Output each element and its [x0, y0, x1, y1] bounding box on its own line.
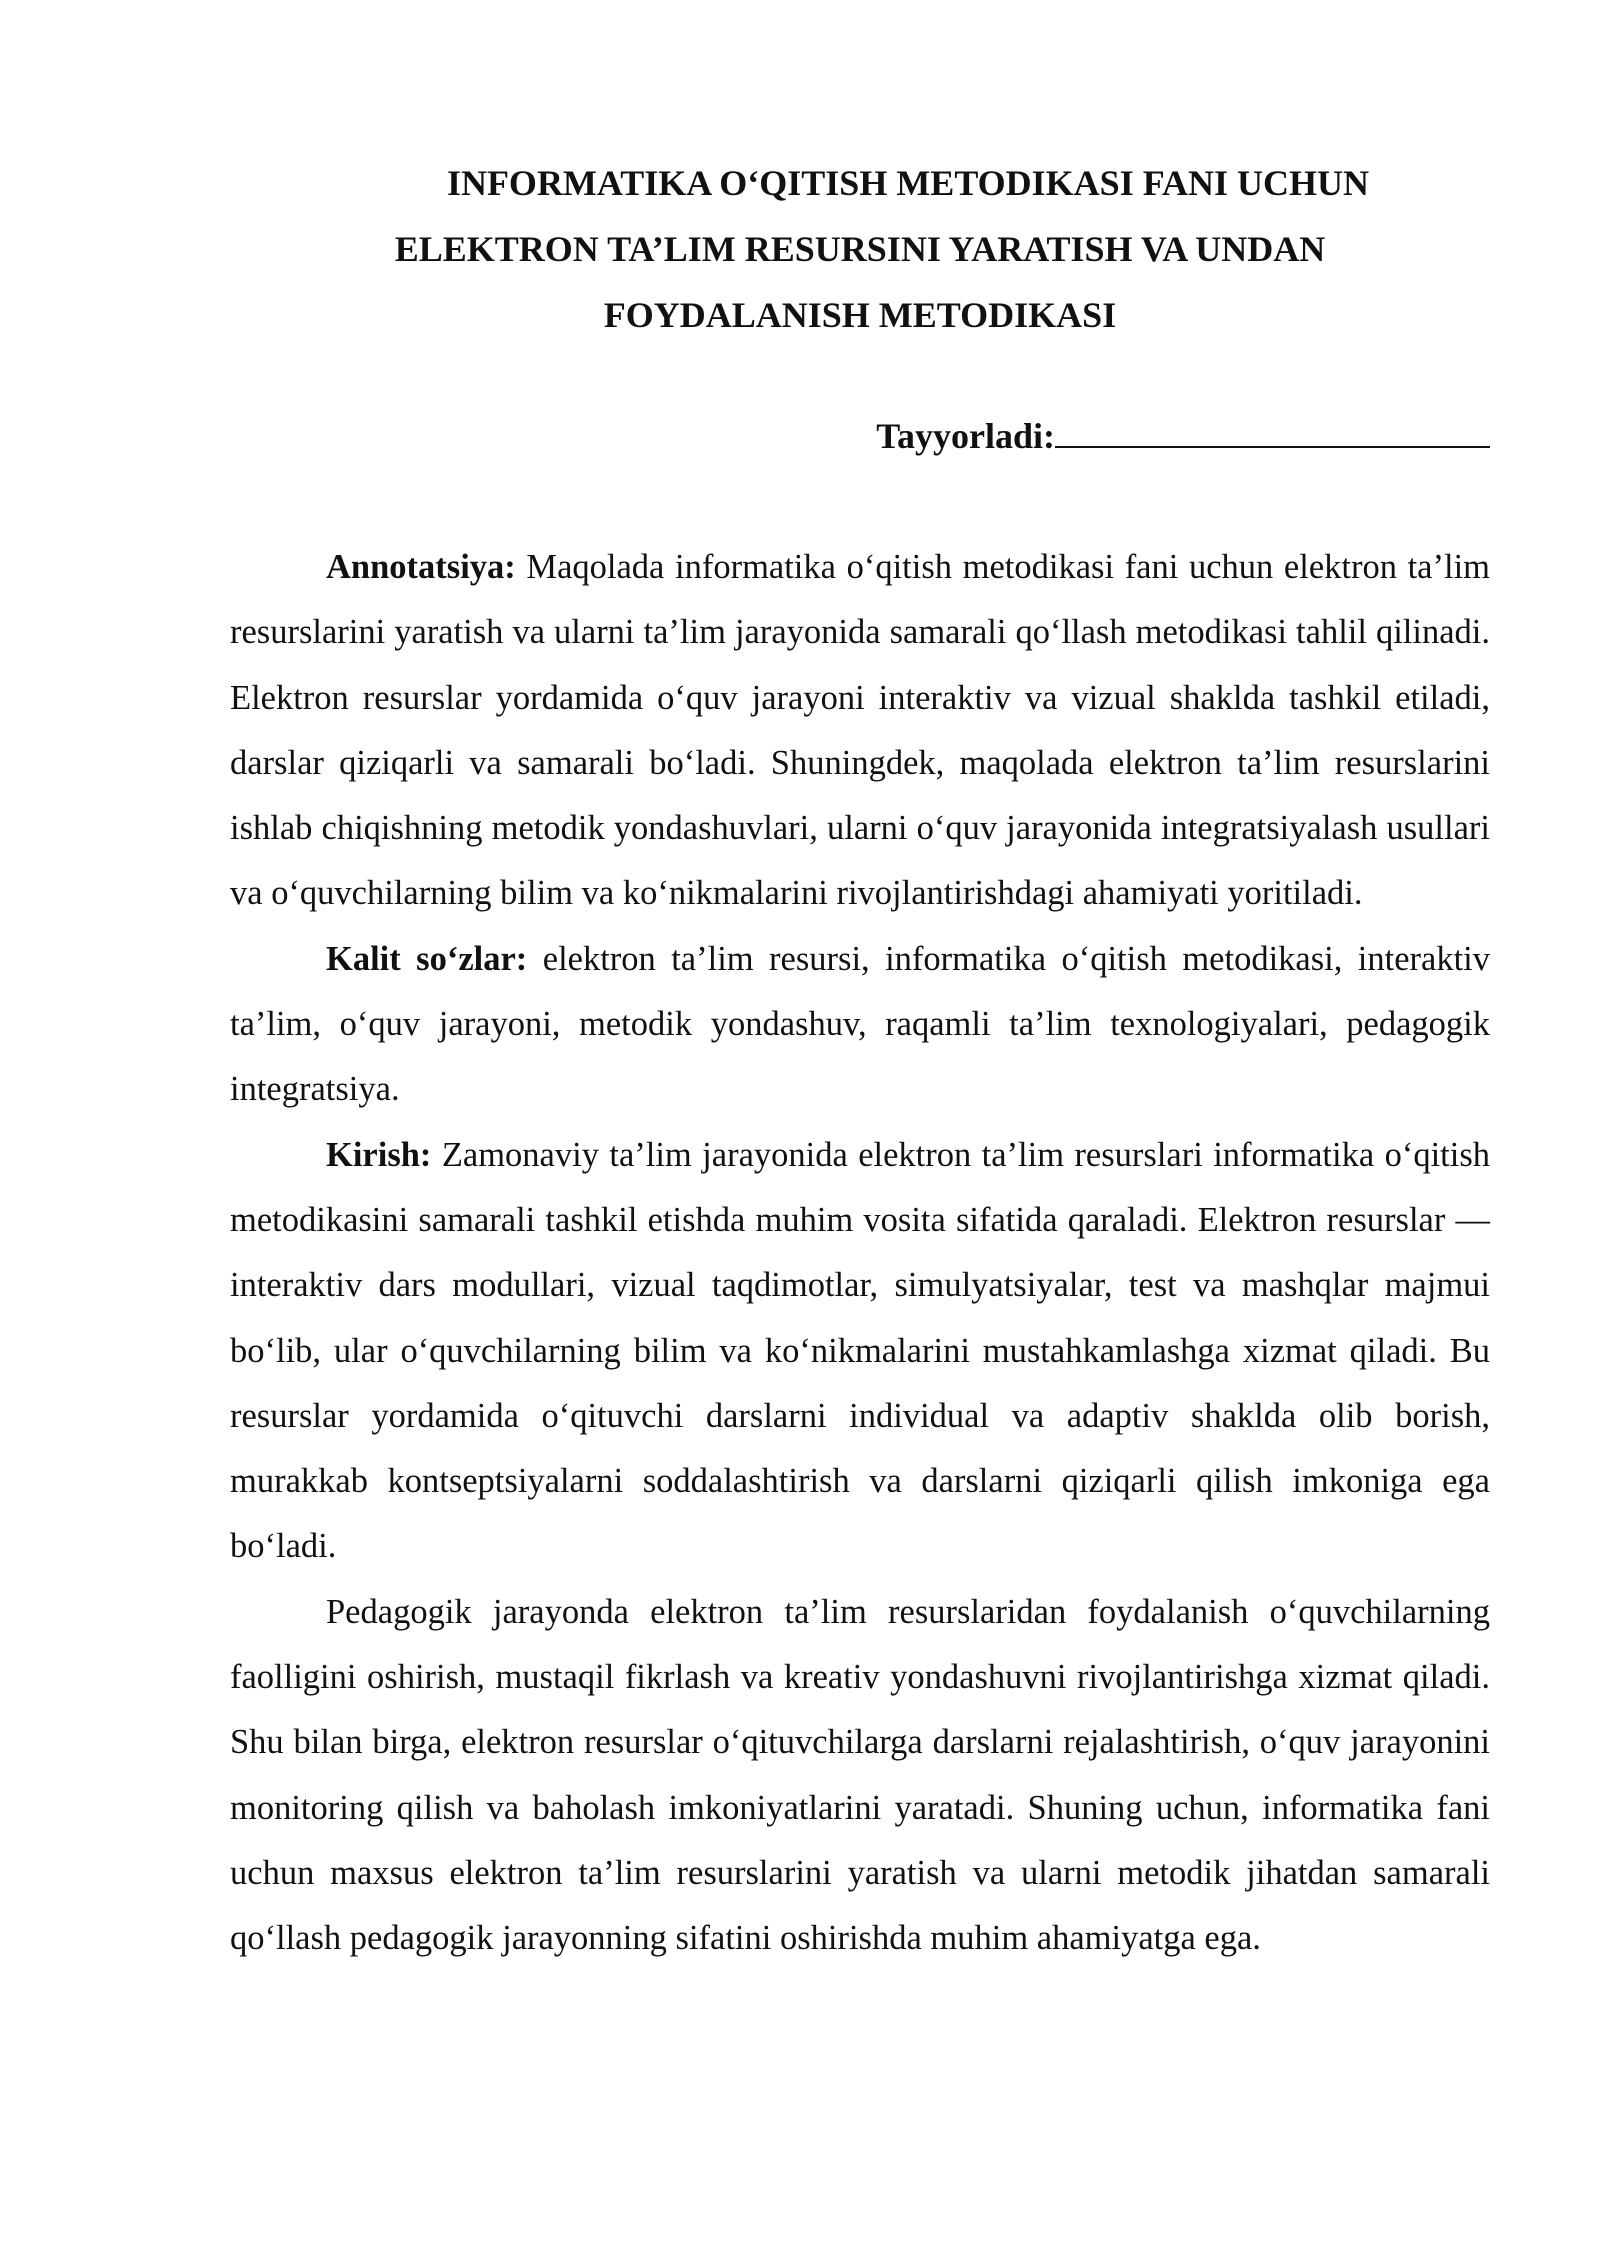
author-blank-line [1055, 410, 1490, 448]
author-label: Tayyorladi: [876, 416, 1055, 456]
document-title [230, 150, 1490, 348]
title-line-2: ELEKTRON TA’LIM RESURSINI YARATISH VA UNDAN [394, 229, 1326, 269]
keywords-label: Kalit so‘zlar: [326, 939, 528, 978]
title-line-1: INFORMATIKA O‘QITISH METODIKASI FANI UCHUN [446, 163, 1370, 203]
introduction-text: Zamonaviy ta’lim jarayonida elektron ta’lim resurslari informatika o‘qitish metodikasini samarali tashkil etishda muhim vosita sifatida qaraladi. Elektron resurslar — interaktiv dars modullari, vizual taqdimotlar, simulyatsiyalar, test va mashqlar majmui bo‘lib, ular o‘quvchilarning bilim va ko‘nikmalarini mustahkamlashga xizmat qiladi. Bu resurslar yordamida o‘qituvchi darslarni individual va adaptiv shaklda olib borish, murakkab kontseptsiyalarni soddalashtirish va darslarni qiziqarli qilish imkoniga ega bo‘ladi. [230, 1135, 1490, 1566]
title-line-3: FOYDALANISH METODIKASI [603, 295, 1117, 335]
annotation-text: Maqolada informatika o‘qitish metodikasi fani uchun elektron ta’lim resurslarini yaratish va ularni ta’lim jarayonida samarali qo‘llash metodikasi tahlil qilinadi. Elektron resurslar yordamida o‘quv jarayoni interaktiv va vizual shaklda tashkil etiladi, darslar qiziqarli va samarali bo‘ladi. Shuningdek, maqolada elektron ta’lim resurslarini ishlab chiqishning metodik yondashuvlari, ularni o‘quv jarayonida integratsiyalash usullari va o‘quvchilarning bilim va ko‘nikmalarini rivojlantirishdagi ahamiyati yoritiladi. [230, 548, 1490, 913]
introduction-label: Kirish: [326, 1135, 432, 1174]
introduction-paragraph [230, 1123, 1490, 1580]
document-body [230, 535, 1490, 1972]
pedagogical-paragraph [230, 1580, 1490, 1972]
keywords-text: elektron ta’lim resursi, informatika o‘qitish metodikasi, interaktiv ta’lim, o‘quv jarayoni, metodik yondashuv, raqamli ta’lim texnologiyalari, pedagogik integratsiya. [230, 939, 1491, 1109]
annotation-label: Annotatsiya: [326, 548, 516, 586]
keywords-paragraph [230, 927, 1490, 1123]
pedagogical-text: Pedagogik jarayonda elektron ta’lim resurslaridan foydalanish o‘quvchilarning faolligini oshirish, mustaqil fikrlash va kreativ yondashuvni rivojlantirishga xizmat qiladi. Shu bilan birga, elektron resurslar o‘qituvchilarga darslarni rejalashtirish, o‘quv jarayonini monitoring qilish va baholash imkoniyatlarini yaratadi. Shuning uchun, informatika fani uchun maxsus elektron ta’lim resurslarini yaratish va ularni metodik jihatdan samarali qo‘llash pedagogik jarayonning sifatini oshirishda muhim ahamiyatga ega. [230, 1592, 1490, 1958]
annotation-paragraph [230, 535, 1490, 927]
author-line [876, 410, 1490, 461]
